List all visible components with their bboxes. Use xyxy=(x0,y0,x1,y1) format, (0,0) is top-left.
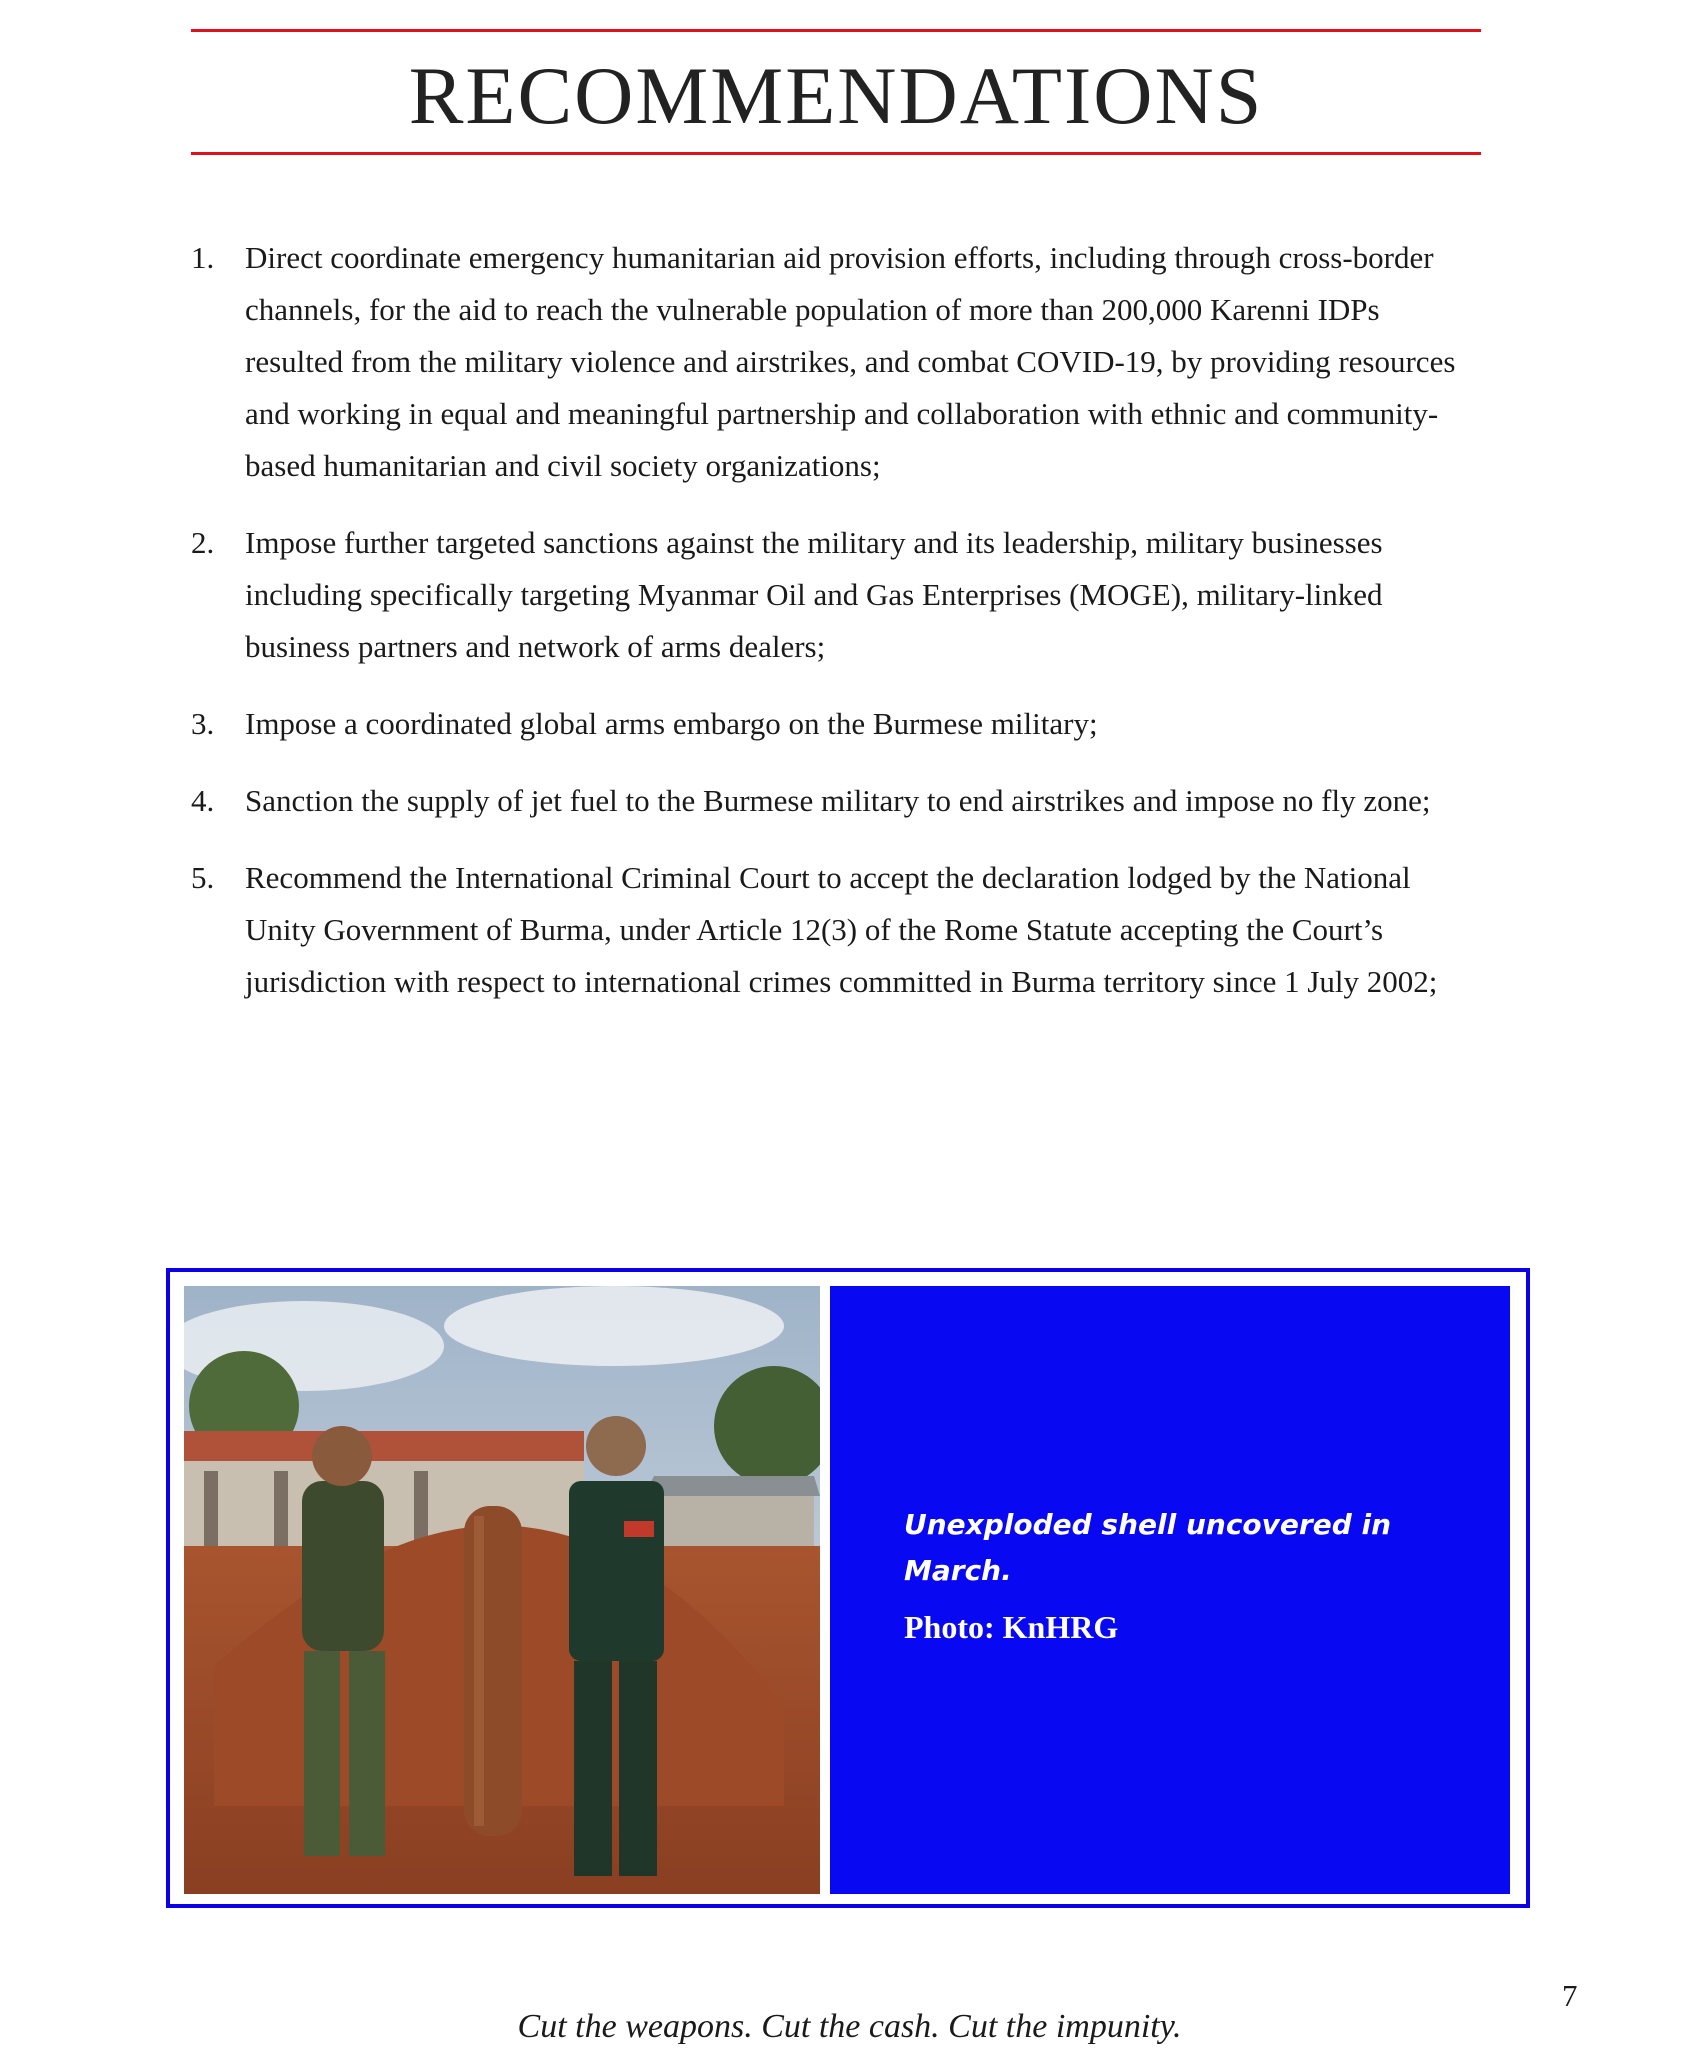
list-item-number: 5. xyxy=(191,860,215,895)
list-item xyxy=(191,517,1481,673)
caption-panel xyxy=(830,1286,1510,1894)
title-rule-top xyxy=(191,29,1481,32)
list-item-text: Impose a coordinated global arms embargo on the Burmese military; xyxy=(245,706,1098,741)
list-item xyxy=(191,852,1481,1008)
list-item-text: Impose further targeted sanctions against the military and its leadership, military businesses including specifically targeting Myanmar Oil and Gas Enterprises (MOGE), military-linked business partners and network of arms dealers; xyxy=(245,525,1383,664)
photo-figure xyxy=(166,1268,1530,1908)
unexploded-shell-photo xyxy=(184,1286,820,1894)
list-item xyxy=(191,775,1481,827)
footer-tagline: Cut the weapons. Cut the cash. Cut the impunity. xyxy=(517,2008,1182,2045)
list-item xyxy=(191,232,1481,492)
photo-caption: Unexploded shell uncovered in March. xyxy=(904,1508,1392,1587)
list-item-number: 3. xyxy=(191,706,215,741)
list-item-number: 1. xyxy=(191,240,215,275)
title-rule-bottom xyxy=(191,152,1481,155)
photo-credit: Photo: KnHRG xyxy=(904,1609,1119,1645)
list-item-text: Sanction the supply of jet fuel to the Burmese military to end airstrikes and impose no fly zone; xyxy=(245,783,1431,818)
list-item-number: 4. xyxy=(191,783,215,818)
list-item-number: 2. xyxy=(191,525,215,560)
recommendations-list xyxy=(191,232,1481,1033)
list-item xyxy=(191,698,1481,750)
list-item-text: Direct coordinate emergency humanitarian aid provision efforts, including through cross-border channels, for the aid to reach the vulnerable population of more than 200,000 Karenni IDPs resulted from the military violence and airstrikes, and combat COVID-19, by providing resources and working in equal and meaningful partnership and collaboration with ethnic and community-based humanitarian and civil society organizations; xyxy=(245,240,1456,483)
list-item-text: Recommend the International Criminal Court to accept the declaration lodged by the National Unity Government of Burma, under Article 12(3) of the Rome Statute accepting the Court’s jurisdiction with respect to international crimes committed in Burma territory since 1 July 2002; xyxy=(245,860,1438,999)
page-number: 7 xyxy=(1562,1978,1578,2013)
page-title: RECOMMENDATIONS xyxy=(408,50,1264,141)
